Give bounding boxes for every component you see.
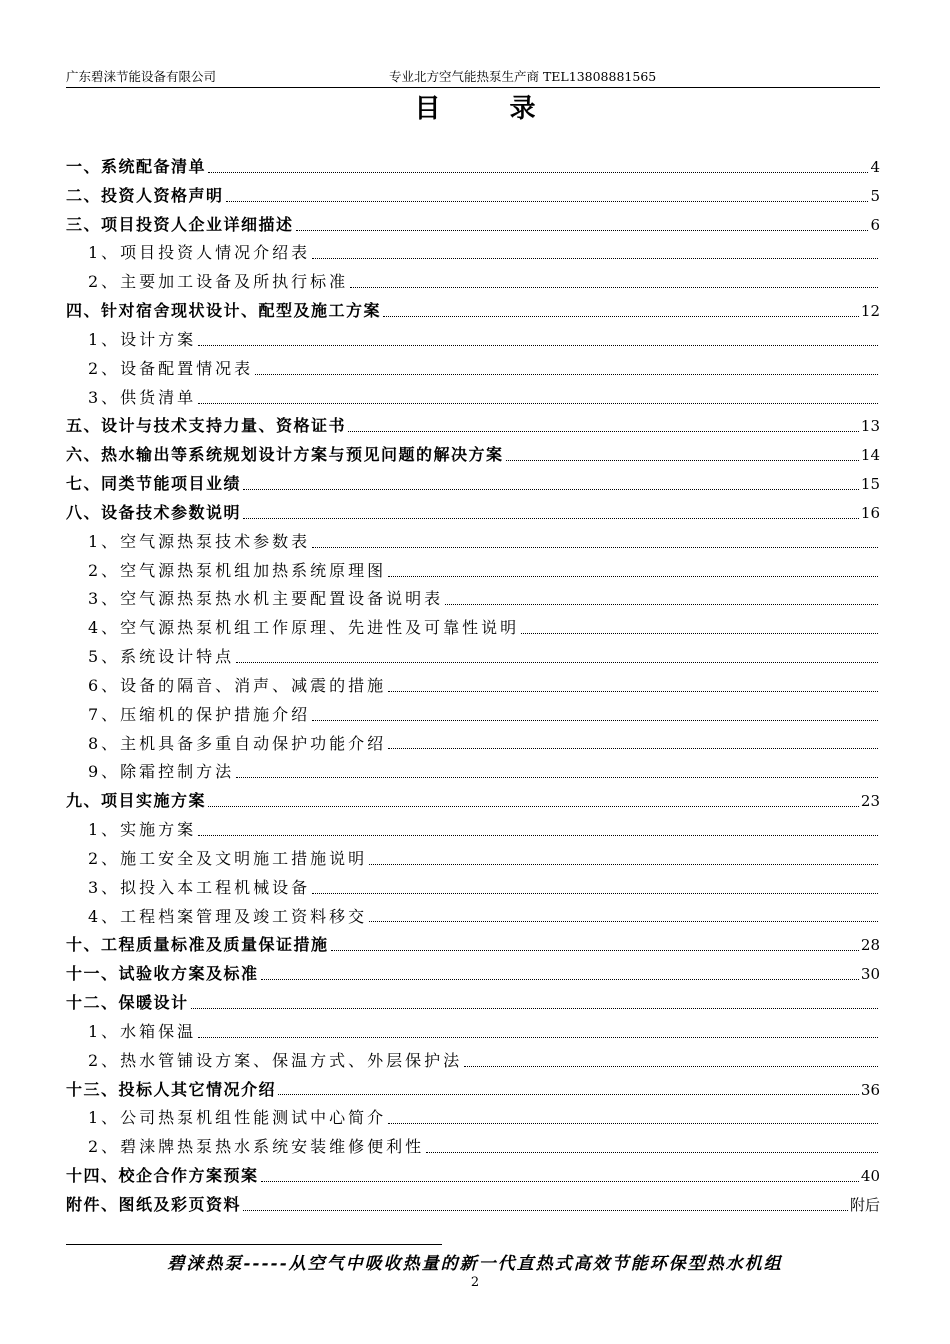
toc-entry-text: 3、拟投入本工程机械设备 — [88, 877, 311, 897]
toc-page-number: 14 — [860, 446, 880, 465]
dot-leader — [388, 576, 878, 577]
toc-entry[interactable] — [66, 931, 880, 960]
toc-entry[interactable] — [66, 499, 880, 528]
toc-entry-text: 5、系统设计特点 — [88, 647, 235, 667]
toc-subentry[interactable] — [66, 557, 880, 586]
toc-subentry[interactable] — [66, 730, 880, 759]
toc-entry-text: 2、设备配置情况表 — [88, 358, 254, 378]
dot-leader — [191, 1008, 878, 1009]
toc-entry-text: 4、工程档案管理及竣工资料移交 — [88, 906, 368, 926]
toc-entry-text: 8、主机具备多重自动保护功能介绍 — [88, 733, 387, 753]
toc-entry-text: 2、主要加工设备及所执行标准 — [88, 272, 349, 292]
dot-leader — [236, 662, 878, 663]
toc-subentry[interactable] — [66, 758, 880, 787]
dot-leader — [331, 950, 859, 951]
table-of-contents — [66, 153, 880, 1220]
dot-leader — [208, 172, 868, 173]
toc-entry-text: 十、工程质量标准及质量保证措施 — [66, 935, 329, 955]
toc-subentry[interactable] — [66, 585, 880, 614]
toc-subentry[interactable] — [66, 1047, 880, 1076]
toc-page-number: 5 — [870, 186, 880, 205]
footer-divider — [66, 1244, 442, 1245]
dot-leader — [243, 518, 859, 519]
dot-leader — [255, 374, 878, 375]
toc-entry-text: 9、除霜控制方法 — [88, 762, 235, 782]
toc-page-number: 40 — [860, 1166, 880, 1185]
toc-entry[interactable] — [66, 182, 880, 211]
toc-entry[interactable] — [66, 211, 880, 240]
toc-subentry[interactable] — [66, 326, 880, 355]
toc-subentry[interactable] — [66, 1104, 880, 1133]
dot-leader — [243, 1210, 848, 1211]
toc-entry-text: 六、热水输出等系统规划设计方案与预见问题的解决方案 — [66, 445, 504, 465]
toc-subentry[interactable] — [66, 874, 880, 903]
toc-subentry[interactable] — [66, 355, 880, 384]
toc-subentry[interactable] — [66, 1018, 880, 1047]
dot-leader — [388, 748, 878, 749]
dot-leader — [521, 633, 878, 634]
toc-entry-text: 五、设计与技术支持力量、资格证书 — [66, 416, 347, 436]
toc-subentry[interactable] — [66, 1133, 880, 1162]
dot-leader — [426, 1152, 878, 1153]
toc-entry-text: 四、针对宿舍现状设计、配型及施工方案 — [66, 301, 382, 321]
dot-leader — [226, 201, 869, 202]
toc-entry-text: 七、同类节能项目业绩 — [66, 474, 242, 494]
toc-entry-text: 十四、校企合作方案预案 — [66, 1165, 259, 1185]
toc-entry-text: 八、设备技术参数说明 — [66, 502, 242, 522]
toc-entry[interactable] — [66, 989, 880, 1018]
toc-entry-text: 2、碧涞牌热泵热水系统安装维修便利性 — [88, 1137, 425, 1157]
toc-subentry[interactable] — [66, 643, 880, 672]
toc-entry-text: 3、供货清单 — [88, 387, 197, 407]
toc-entry-text: 十二、保暖设计 — [66, 993, 189, 1013]
dot-leader — [198, 1037, 878, 1038]
dot-leader — [261, 1181, 859, 1182]
toc-entry[interactable] — [66, 470, 880, 499]
toc-page-number: 23 — [860, 792, 880, 811]
dot-leader — [445, 604, 878, 605]
toc-subentry[interactable] — [66, 528, 880, 557]
dot-leader — [369, 864, 878, 865]
toc-entry-text: 2、空气源热泵机组加热系统原理图 — [88, 560, 387, 580]
toc-entry-text: 7、压缩机的保护措施介绍 — [88, 704, 311, 724]
dot-leader — [296, 230, 869, 231]
toc-entry-text: 十一、试验收方案及标准 — [66, 964, 259, 984]
toc-entry-text: 附件、图纸及彩页资料 — [66, 1194, 242, 1214]
dot-leader — [312, 720, 878, 721]
dot-leader — [388, 691, 878, 692]
toc-entry-text: 1、实施方案 — [88, 820, 197, 840]
toc-entry-text: 1、水箱保温 — [88, 1021, 197, 1041]
dot-leader — [383, 316, 859, 317]
toc-entry-text: 三、项目投资人企业详细描述 — [66, 214, 294, 234]
toc-subentry[interactable] — [66, 701, 880, 730]
toc-entry[interactable] — [66, 787, 880, 816]
toc-subentry[interactable] — [66, 614, 880, 643]
toc-entry[interactable] — [66, 153, 880, 182]
toc-entry-text: 2、施工安全及文明施工措施说明 — [88, 848, 368, 868]
toc-page-number: 15 — [860, 475, 880, 494]
toc-subentry[interactable] — [66, 672, 880, 701]
dot-leader — [236, 777, 878, 778]
dot-leader — [278, 1094, 859, 1095]
dot-leader — [208, 806, 859, 807]
toc-page-number: 4 — [870, 158, 880, 176]
toc-entry-text: 2、热水管铺设方案、保温方式、外层保护法 — [88, 1050, 463, 1070]
toc-entry-text: 1、公司热泵机组性能测试中心简介 — [88, 1108, 387, 1128]
dot-leader — [388, 1123, 878, 1124]
toc-entry-text: 九、项目实施方案 — [66, 791, 207, 811]
dot-leader — [350, 287, 878, 288]
toc-entry[interactable] — [66, 960, 880, 989]
toc-subentry[interactable] — [66, 816, 880, 845]
toc-entry-text: 1、项目投资人情况介绍表 — [88, 243, 311, 263]
dot-leader — [198, 835, 878, 836]
toc-entry-text: 3、空气源热泵热水机主要配置设备说明表 — [88, 589, 444, 609]
page-header — [66, 67, 880, 88]
header-tagline: 专业北方空气能热泵生产商 TEL13808881565 — [389, 69, 657, 84]
footer-slogan: 碧涞热泵-----从空气中吸收热量的新一代直热式高效节能环保型热水机组 — [167, 1254, 783, 1274]
toc-entry[interactable] — [66, 1191, 880, 1220]
dot-leader — [506, 460, 859, 461]
toc-page-number: 13 — [860, 417, 880, 436]
dot-leader — [312, 547, 878, 548]
toc-page-number: 16 — [860, 503, 880, 522]
toc-entry-text: 6、设备的隔音、消声、减震的措施 — [88, 675, 387, 695]
toc-page-number: 36 — [860, 1080, 880, 1099]
toc-entry-text: 1、设计方案 — [88, 329, 197, 349]
toc-subentry[interactable] — [66, 903, 880, 932]
toc-page-number: 12 — [860, 302, 880, 321]
toc-page-number: 附后 — [849, 1195, 880, 1214]
toc-subentry[interactable] — [66, 384, 880, 413]
toc-subentry[interactable] — [66, 268, 880, 297]
dot-leader — [198, 403, 878, 404]
dot-leader — [464, 1066, 878, 1067]
toc-entry[interactable] — [66, 297, 880, 326]
dot-leader — [198, 345, 878, 346]
toc-entry[interactable] — [66, 441, 880, 470]
toc-entry[interactable] — [66, 1076, 880, 1105]
toc-subentry[interactable] — [66, 239, 880, 268]
toc-entry[interactable] — [66, 412, 880, 441]
dot-leader — [243, 489, 859, 490]
dot-leader — [261, 979, 859, 980]
dot-leader — [348, 431, 859, 432]
toc-entry[interactable] — [66, 1162, 880, 1191]
toc-entry-text: 一、系统配备清单 — [66, 157, 207, 176]
header-company: 广东碧涞节能设备有限公司 — [66, 69, 217, 84]
dot-leader — [312, 258, 878, 259]
toc-entry-text: 1、空气源热泵技术参数表 — [88, 531, 311, 551]
dot-leader — [369, 921, 878, 922]
toc-page-number: 30 — [860, 965, 880, 984]
toc-entry-text: 二、投资人资格声明 — [66, 185, 224, 205]
page-title: 目 录 — [414, 94, 566, 124]
toc-entry-text: 4、空气源热泵机组工作原理、先进性及可靠性说明 — [88, 618, 520, 638]
toc-page-number: 6 — [870, 215, 880, 234]
page-number: 2 — [470, 1275, 480, 1290]
dot-leader — [312, 893, 878, 894]
toc-page-number: 28 — [860, 936, 880, 955]
toc-entry-text: 十三、投标人其它情况介绍 — [66, 1079, 277, 1099]
toc-subentry[interactable] — [66, 845, 880, 874]
